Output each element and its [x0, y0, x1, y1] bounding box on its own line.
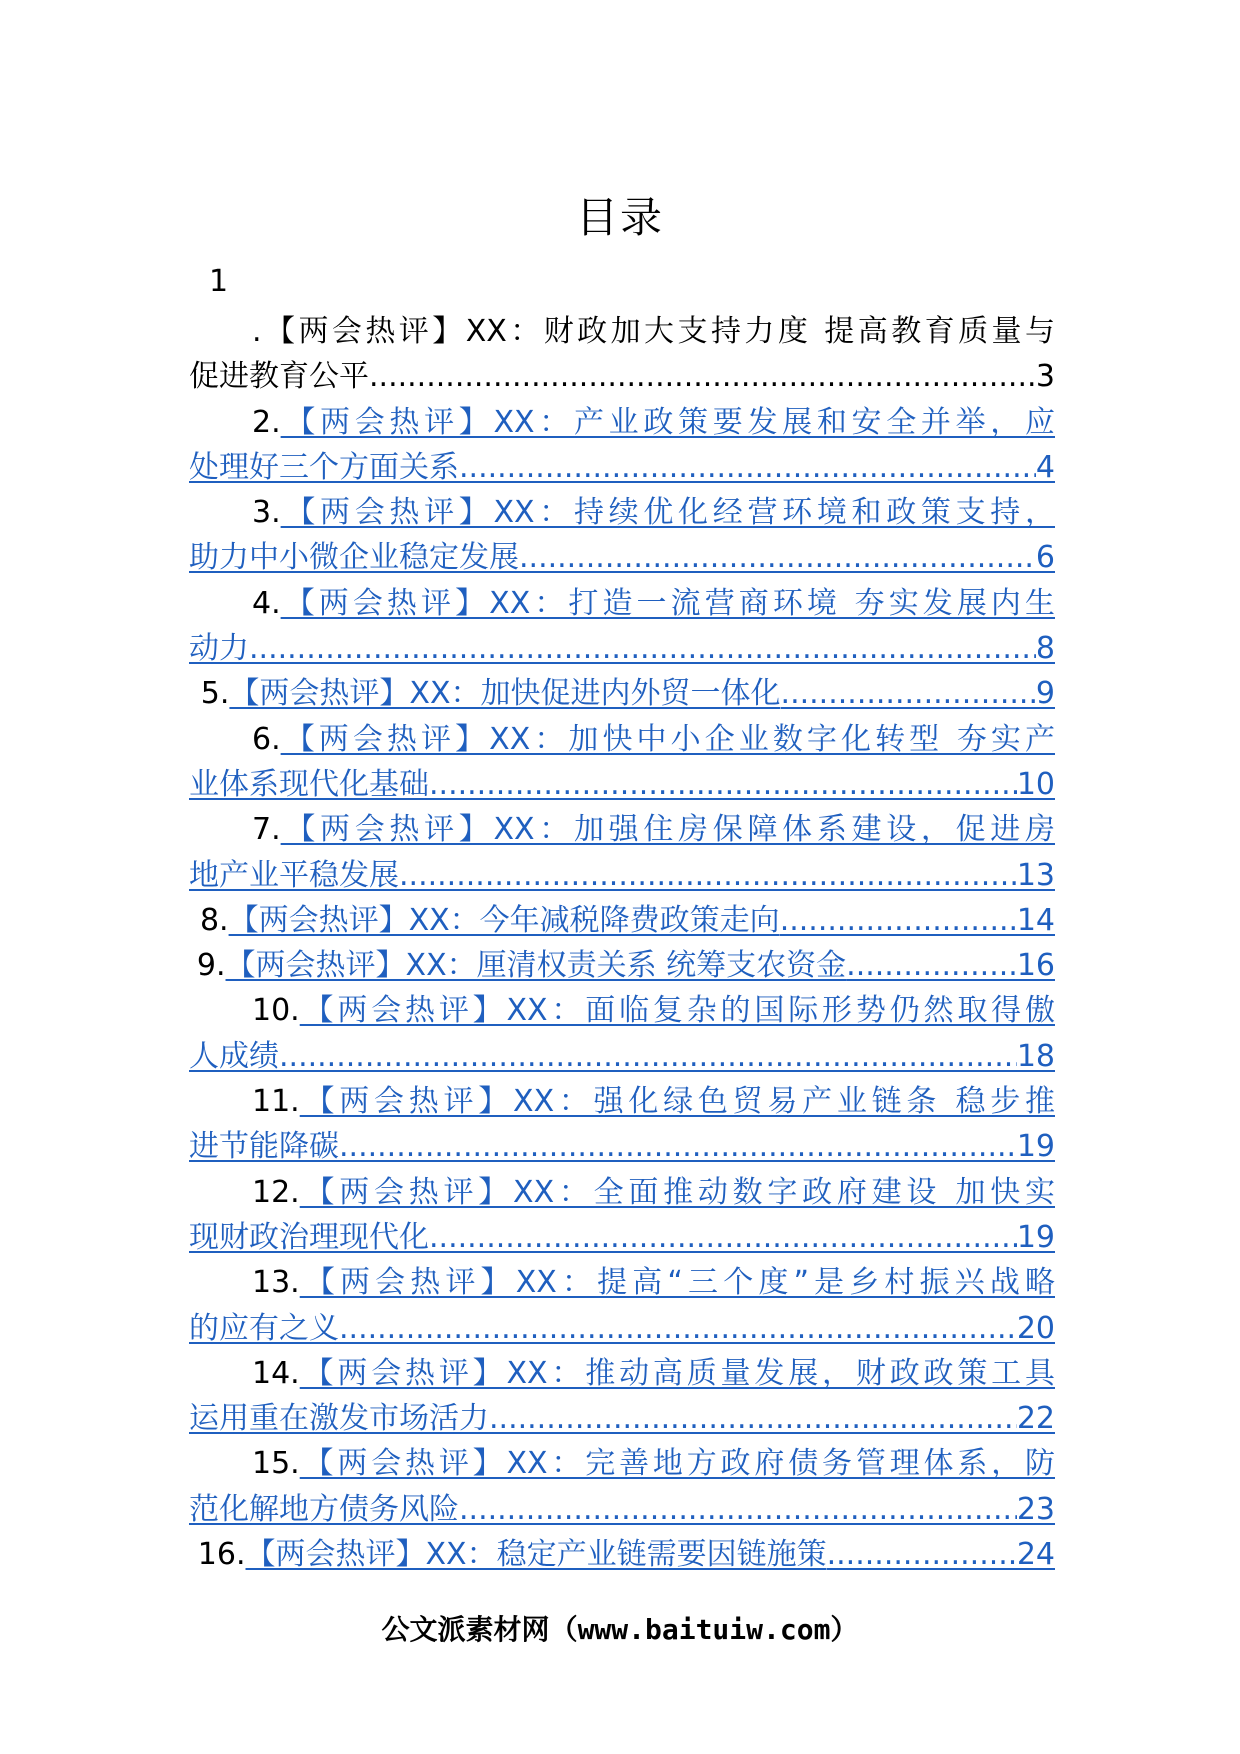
- entry-title-link[interactable]: 【两会热评】XX：加强住房保障体系建设，促进房: [280, 812, 1055, 848]
- toc-entry[interactable]: [189, 807, 1055, 898]
- page-number[interactable]: 6: [1035, 540, 1055, 576]
- page-number[interactable]: 16: [1016, 948, 1055, 984]
- page-number[interactable]: 4: [1035, 449, 1055, 485]
- entry-title-link[interactable]: 【两会热评】XX：财政加大支持力度 提高教育质量与: [261, 314, 1055, 349]
- entry-number: .: [252, 314, 262, 349]
- entry-title-link[interactable]: 【两会热评】XX：面临复杂的国际形势仍然取得傲: [299, 993, 1055, 1029]
- entry-title-link[interactable]: 【两会热评】XX：加快中小企业数字化转型 夯实产: [280, 721, 1055, 757]
- entry-title-link[interactable]: 【两会热评】XX：今年减税降费政策走向: [228, 902, 780, 938]
- dot-leader: [339, 1124, 1017, 1169]
- entry-title-continuation[interactable]: 范化解地方债务风险: [189, 1491, 459, 1527]
- page-number[interactable]: 18: [1016, 1038, 1055, 1074]
- entry-title-link[interactable]: 【两会热评】XX：产业政策要发展和安全并举，应: [280, 404, 1055, 440]
- entry-title-continuation[interactable]: 现财政治理现代化: [189, 1219, 429, 1255]
- dot-leader: [279, 1034, 1017, 1079]
- entry-title-continuation[interactable]: 的应有之义: [189, 1310, 339, 1346]
- entry-number: 2.: [252, 404, 281, 440]
- entry-number: 5.: [200, 676, 230, 712]
- dot-leader: [489, 1396, 1017, 1441]
- footer-label: 公文派素材网: [381, 1613, 550, 1646]
- page-number[interactable]: 22: [1016, 1401, 1055, 1437]
- page-number[interactable]: 10: [1016, 766, 1055, 802]
- dot-leader: [459, 445, 1036, 490]
- entry-title-continuation[interactable]: 助力中小微企业稳定发展: [189, 540, 519, 576]
- entry-title-link[interactable]: 【两会热评】XX：持续优化经营环境和政策支持，: [280, 495, 1055, 531]
- entry-title-continuation[interactable]: 处理好三个方面关系: [189, 449, 459, 485]
- page-number[interactable]: 23: [1016, 1491, 1055, 1527]
- dot-leader: [846, 943, 1017, 988]
- entry-title-continuation[interactable]: 动力: [189, 631, 249, 667]
- stray-number: 1: [209, 264, 229, 299]
- dot-leader: [780, 898, 1017, 943]
- toc-entry[interactable]: [189, 1532, 1055, 1577]
- entry-number: 11.: [252, 1084, 300, 1120]
- entry-indent: [189, 671, 201, 716]
- entry-title-link[interactable]: 【两会热评】XX：强化绿色贸易产业链条 稳步推: [299, 1084, 1055, 1120]
- toc-entry[interactable]: [189, 717, 1055, 808]
- entry-number: 15.: [252, 1446, 300, 1482]
- entry-number: 7.: [252, 812, 281, 848]
- page-number[interactable]: 24: [1016, 1537, 1055, 1573]
- entry-title-link[interactable]: 【两会热评】XX：厘清权责关系 统筹支农资金: [225, 948, 847, 984]
- toc-entry[interactable]: [189, 581, 1055, 672]
- toc-entry[interactable]: [189, 943, 1055, 988]
- page-title: 目录: [575, 193, 664, 242]
- dot-leader: [249, 626, 1036, 671]
- entry-title-link[interactable]: 【两会热评】XX：打造一流营商环境 夯实发展内生: [280, 585, 1055, 621]
- dot-leader: [827, 1532, 1017, 1577]
- dot-leader: [459, 1487, 1017, 1532]
- dot-leader: [399, 853, 1017, 898]
- dot-leader: [519, 535, 1036, 580]
- table-of-contents: [189, 309, 1055, 1577]
- page-number[interactable]: 20: [1016, 1310, 1055, 1346]
- entry-title-link[interactable]: 【两会热评】XX：加快促进内外贸一体化: [229, 676, 781, 712]
- toc-entry[interactable]: [189, 1170, 1055, 1261]
- toc-entry[interactable]: [189, 898, 1055, 943]
- entry-number: 14.: [252, 1355, 300, 1391]
- entry-title-link[interactable]: 【两会热评】XX：全面推动数字政府建设 加快实: [299, 1174, 1055, 1210]
- entry-number: 12.: [252, 1174, 300, 1210]
- page-number[interactable]: 13: [1016, 857, 1055, 893]
- entry-number: 10.: [252, 993, 300, 1029]
- dot-leader: [369, 354, 1036, 399]
- dot-leader: [429, 762, 1017, 807]
- footer: [0, 1612, 1240, 1648]
- entry-title-link[interactable]: 【两会热评】XX：推动高质量发展，财政政策工具: [299, 1355, 1055, 1391]
- entry-title-continuation[interactable]: 促进教育公平: [189, 359, 369, 395]
- entry-indent: [189, 943, 197, 988]
- page-number[interactable]: 9: [1035, 676, 1055, 712]
- toc-entry[interactable]: [189, 1260, 1055, 1351]
- footer-site: （www.baituiw.com）: [549, 1613, 859, 1646]
- entry-number: 9.: [196, 948, 226, 984]
- toc-entry[interactable]: [189, 1079, 1055, 1170]
- entry-title-continuation[interactable]: 地产业平稳发展: [189, 857, 399, 893]
- toc-entry[interactable]: [189, 309, 1055, 400]
- page-number[interactable]: 19: [1016, 1129, 1055, 1165]
- toc-entry[interactable]: [189, 490, 1055, 581]
- dot-leader: [429, 1215, 1017, 1260]
- entry-indent: [189, 898, 200, 943]
- entry-title-continuation[interactable]: 业体系现代化基础: [189, 766, 429, 802]
- entry-title-continuation[interactable]: 运用重在激发市场活力: [189, 1401, 489, 1437]
- entry-number: 13.: [252, 1265, 300, 1301]
- dot-leader: [781, 671, 1036, 716]
- toc-entry[interactable]: [189, 1441, 1055, 1532]
- toc-entry[interactable]: [189, 1351, 1055, 1442]
- toc-entry[interactable]: [189, 671, 1055, 716]
- entry-number: 6.: [252, 721, 281, 757]
- entry-number: 4.: [252, 585, 281, 621]
- toc-entry[interactable]: [189, 988, 1055, 1079]
- page-number[interactable]: 3: [1035, 359, 1055, 395]
- entry-number: 3.: [252, 495, 281, 531]
- entry-title-continuation[interactable]: 人成绩: [189, 1038, 279, 1074]
- entry-title-link[interactable]: 【两会热评】XX：提高“三个度”是乡村振兴战略: [299, 1265, 1055, 1301]
- page-number[interactable]: 14: [1016, 902, 1055, 938]
- page-number[interactable]: 8: [1035, 631, 1055, 667]
- entry-number: 8.: [199, 902, 229, 938]
- toc-entry[interactable]: [189, 400, 1055, 491]
- entry-title-link[interactable]: 【两会热评】XX：稳定产业链需要因链施策: [245, 1537, 827, 1573]
- entry-title-continuation[interactable]: 进节能降碳: [189, 1129, 339, 1165]
- dot-leader: [339, 1306, 1017, 1351]
- entry-title-link[interactable]: 【两会热评】XX：完善地方政府债务管理体系，防: [299, 1446, 1055, 1482]
- page-number[interactable]: 19: [1016, 1219, 1055, 1255]
- entry-number: 16.: [197, 1537, 246, 1573]
- entry-indent: [189, 1532, 198, 1577]
